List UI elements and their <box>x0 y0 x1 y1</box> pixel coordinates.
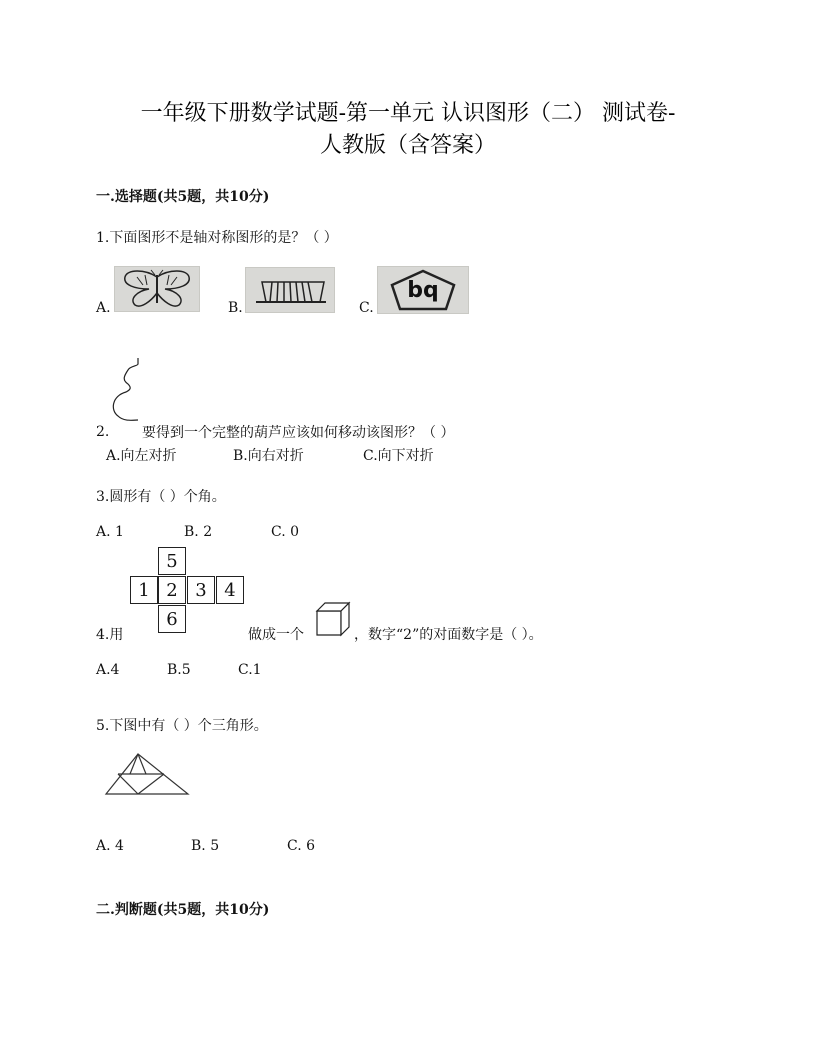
butterfly-image <box>114 266 200 312</box>
net-cell-4: 4 <box>216 576 244 604</box>
cube-icon <box>314 600 352 638</box>
title-line-1: 一年级下册数学试题-第一单元 认识图形（二） 测试卷- <box>140 101 676 126</box>
pentagon-text: bq <box>407 278 439 303</box>
q2-option-b: B.向右对折 <box>233 448 304 464</box>
question-2-text: 要得到一个完整的葫芦应该如何移动该图形？（ ） <box>142 425 455 441</box>
q4-option-a: A.4 <box>96 662 120 678</box>
q5-option-a: A. 4 <box>96 838 124 854</box>
triangle-figure <box>100 750 192 798</box>
q3-option-a: A. 1 <box>96 524 124 540</box>
q3-option-c: C. 0 <box>271 524 300 540</box>
dustpan-image <box>245 267 335 313</box>
q2-option-c: C.向下对折 <box>363 448 434 464</box>
q2-option-a: A.向左对折 <box>106 448 177 464</box>
q3-option-b: B. 2 <box>184 524 213 540</box>
question-4-suffix: ，数字“2”的对面数字是（ ）。 <box>354 627 543 643</box>
question-4-middle: 做成一个 <box>248 627 304 643</box>
question-2-number: 2. <box>96 424 110 440</box>
net-cell-6: 6 <box>158 605 186 633</box>
half-gourd-image <box>108 356 142 424</box>
q5-option-b: B. 5 <box>191 838 220 854</box>
q1-option-a-label: A. <box>96 300 111 316</box>
question-5-text: 5.下图中有（ ）个三角形。 <box>96 718 268 734</box>
net-cell-2: 2 <box>158 576 186 604</box>
q4-option-c: C.1 <box>238 662 262 678</box>
question-1-text: 1.下面图形不是轴对称图形的是？（ ） <box>96 230 338 246</box>
pentagon-image <box>377 266 469 314</box>
section-heading-choice: 一.选择题(共5题，共10分) <box>96 189 270 205</box>
net-cell-3: 3 <box>187 576 215 604</box>
section-heading-judgment: 二.判断题(共5题，共10分) <box>96 902 270 918</box>
question-4-prefix: 4.用 <box>96 627 124 643</box>
net-cell-5: 5 <box>158 547 186 575</box>
q5-option-c: C. 6 <box>287 838 316 854</box>
cube-net <box>130 547 246 635</box>
q1-option-c-label: C. <box>359 300 374 316</box>
question-3-text: 3.圆形有（ ）个角。 <box>96 489 226 505</box>
q4-option-b: B.5 <box>167 662 191 678</box>
net-cell-1: 1 <box>130 576 158 604</box>
title-line-2: 人教版（含答案） <box>319 133 496 158</box>
q1-option-b-label: B. <box>228 300 243 316</box>
